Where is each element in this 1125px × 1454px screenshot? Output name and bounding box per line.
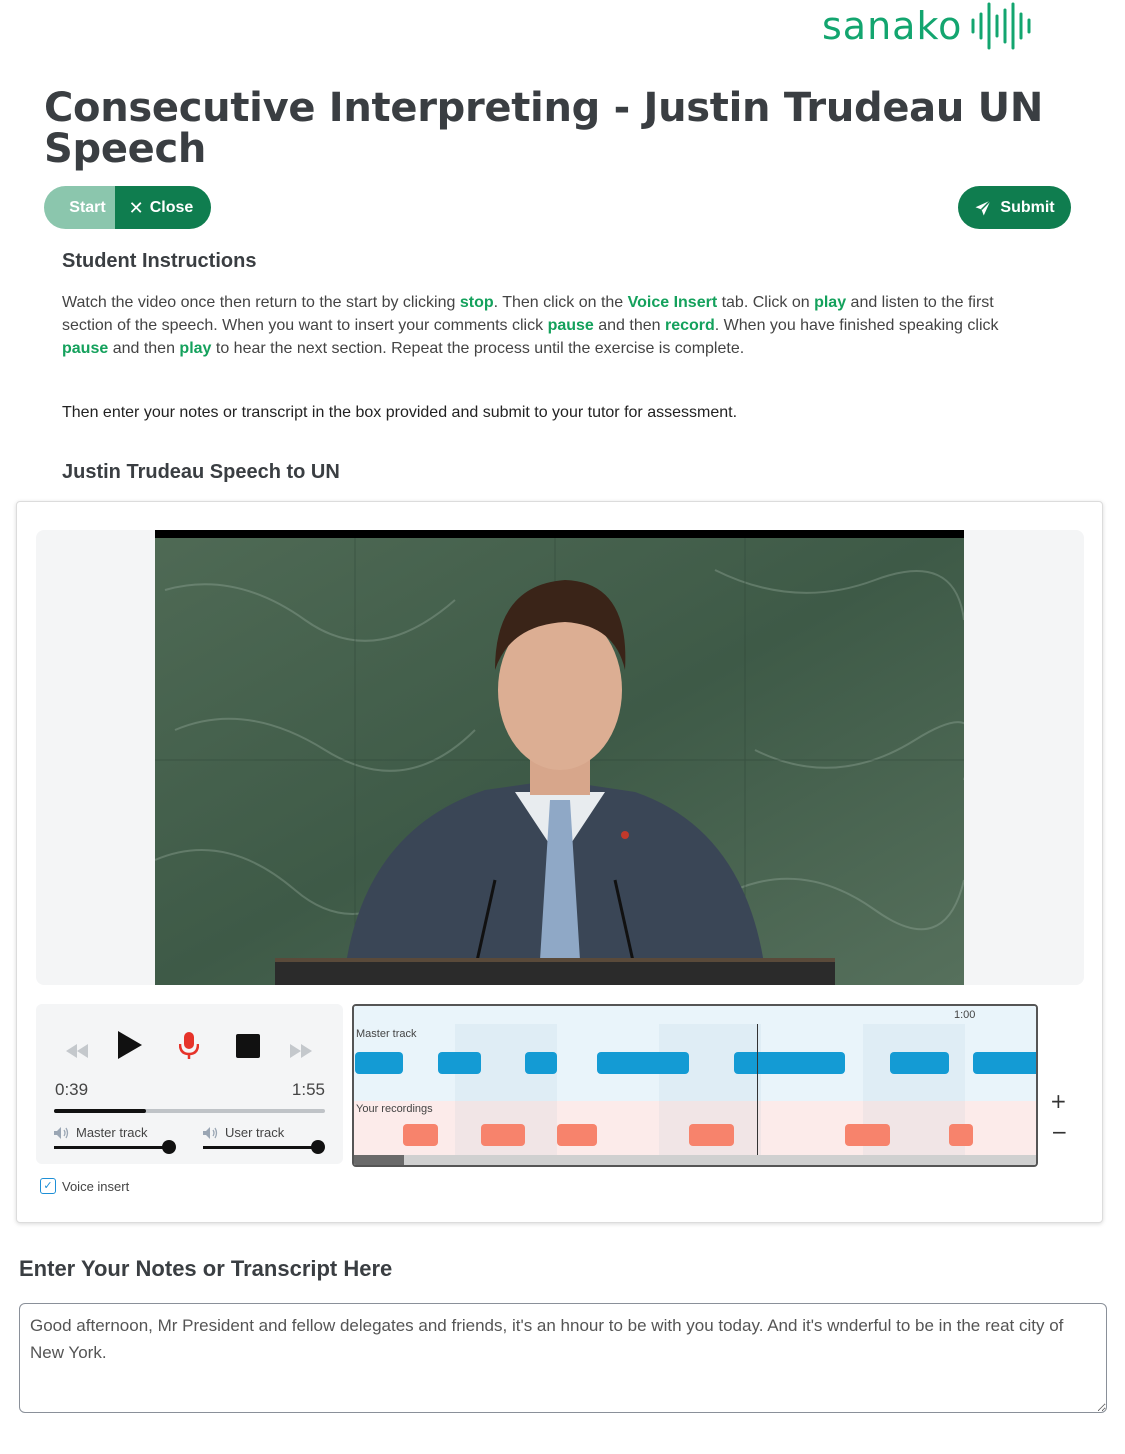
instruction-keyword: play <box>179 340 212 357</box>
zoom-in-button[interactable]: + <box>1050 1089 1067 1113</box>
microphone-icon <box>179 1032 199 1060</box>
master-lane-label: Master track <box>356 1028 417 1040</box>
instruction-text: and listen to the first section of the speech. When you want to insert your comments click <box>62 294 994 334</box>
fast-forward-icon <box>290 1044 312 1058</box>
speaker-icon <box>203 1127 219 1139</box>
progress-bar[interactable] <box>54 1109 325 1113</box>
zoom-out-button[interactable]: − <box>1051 1120 1068 1144</box>
user-volume-slider[interactable] <box>203 1146 318 1149</box>
notes-heading: Enter Your Notes or Transcript Here <box>19 1256 393 1281</box>
instruction-keyword: stop <box>459 294 494 311</box>
instruction-text: . When you have finished speaking click <box>714 317 999 334</box>
master-segment[interactable] <box>525 1052 557 1074</box>
send-icon <box>974 199 992 217</box>
play-button[interactable] <box>116 1030 144 1060</box>
timeline-scrollbar[interactable] <box>354 1155 1036 1165</box>
master-volume-knob[interactable] <box>162 1140 176 1154</box>
page-title: Consecutive Interpreting - Justin Trudeau UN Speech <box>44 85 1044 172</box>
voice-insert-label: Voice insert <box>62 1178 130 1194</box>
speaker-icon <box>54 1127 70 1139</box>
close-button[interactable] <box>115 186 211 229</box>
instruction-text: and then <box>108 340 180 357</box>
voice-insert-toggle[interactable] <box>40 1178 129 1194</box>
timeline[interactable] <box>352 1004 1038 1167</box>
instruction-keyword: pause <box>547 317 594 334</box>
stop-icon <box>236 1034 260 1058</box>
master-segment[interactable] <box>890 1052 949 1074</box>
close-icon: ✕ <box>128 197 144 218</box>
instruction-text: Watch the video once then return to the start by clicking <box>62 294 460 311</box>
master-segment[interactable] <box>973 1052 1038 1074</box>
rewind-icon <box>66 1044 88 1058</box>
instructions-heading: Student Instructions <box>62 250 257 272</box>
master-volume-slider[interactable] <box>54 1146 169 1149</box>
instructions-paragraph-2: Then enter your notes or transcript in the box provided and submit to your tutor for assessment. <box>62 404 738 421</box>
master-segment[interactable] <box>355 1052 403 1074</box>
user-lane-label: Your recordings <box>356 1103 433 1115</box>
record-button[interactable] <box>176 1030 202 1062</box>
master-segment[interactable] <box>438 1052 481 1074</box>
current-time: 0:39 <box>55 1080 89 1099</box>
progress-fill <box>54 1109 146 1113</box>
recording-segment[interactable] <box>481 1124 525 1146</box>
submit-button[interactable] <box>958 186 1071 229</box>
sanako-logo <box>822 2 1036 50</box>
player-heading: Justin Trudeau Speech to UN <box>62 461 340 483</box>
video-frame[interactable] <box>155 530 964 985</box>
instruction-keyword: pause <box>62 340 109 357</box>
user-track-volume-label <box>203 1125 284 1140</box>
user-volume-knob[interactable] <box>311 1140 325 1154</box>
user-track-label: User track <box>225 1125 285 1140</box>
start-button[interactable] <box>44 186 115 229</box>
submit-label: Submit <box>1000 198 1055 216</box>
master-segment[interactable] <box>597 1052 689 1074</box>
notes-textarea[interactable] <box>19 1303 1107 1413</box>
voice-insert-checkbox[interactable] <box>40 1178 56 1194</box>
recording-segment[interactable] <box>403 1124 438 1146</box>
speaker-video-image <box>155 530 964 985</box>
checkmark-icon: ✓ <box>43 1179 53 1192</box>
duration: 1:55 <box>291 1080 325 1099</box>
close-label: Close <box>149 198 194 216</box>
instruction-text: and then <box>593 317 665 334</box>
master-track-label: Master track <box>76 1125 148 1140</box>
instruction-text: to hear the next section. Repeat the process until the exercise is complete. <box>211 340 745 357</box>
play-icon <box>118 1031 142 1059</box>
instruction-keyword: play <box>814 294 847 311</box>
stop-button[interactable] <box>234 1032 262 1060</box>
instruction-text: tab. Click on <box>717 294 815 311</box>
start-label: Start <box>69 198 106 216</box>
master-segment[interactable] <box>734 1052 845 1074</box>
timeline-scroll-thumb[interactable] <box>354 1155 404 1165</box>
playback-controls <box>36 1004 343 1164</box>
recording-segment[interactable] <box>689 1124 734 1146</box>
media-player-card <box>16 501 1103 1223</box>
timeline-tick-label: 1:00 <box>954 1009 976 1021</box>
recording-segment[interactable] <box>557 1124 597 1146</box>
instruction-keyword: Voice Insert <box>627 294 718 311</box>
logo-text: sanako <box>822 4 963 48</box>
video-area <box>36 530 1084 985</box>
rewind-button[interactable] <box>64 1039 90 1063</box>
recording-segment[interactable] <box>845 1124 890 1146</box>
instruction-text: . Then click on the <box>493 294 628 311</box>
instruction-keyword: record <box>664 317 715 334</box>
fast-forward-button[interactable] <box>288 1039 314 1063</box>
instructions-paragraph <box>62 291 1042 360</box>
master-track-volume-label <box>54 1125 148 1140</box>
soundwave-icon <box>970 2 1036 50</box>
playhead[interactable] <box>757 1024 758 1155</box>
start-close-group <box>44 186 211 229</box>
recording-segment[interactable] <box>949 1124 973 1146</box>
